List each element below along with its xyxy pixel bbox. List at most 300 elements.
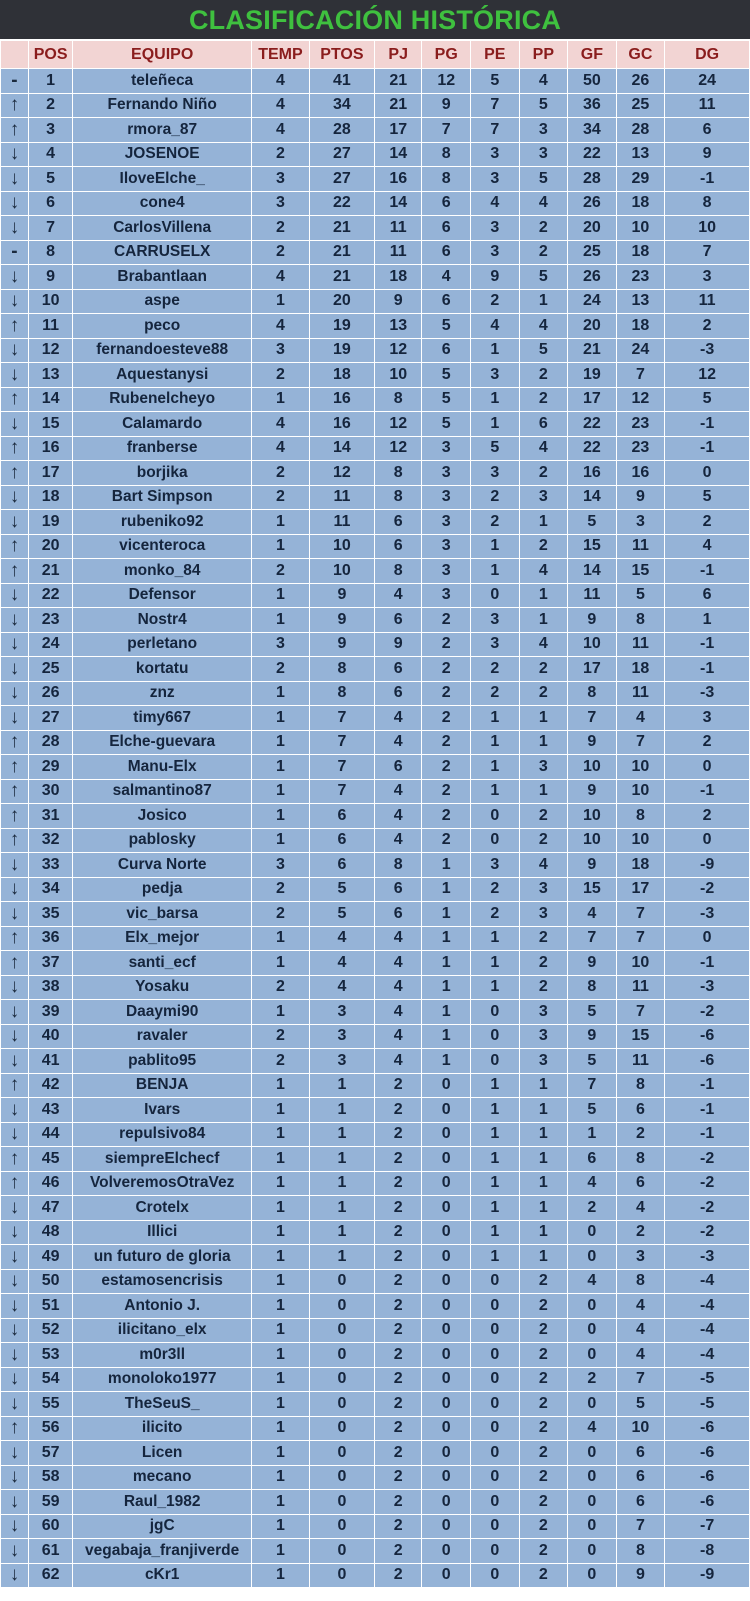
goal-diff-cell: 2 xyxy=(665,804,750,829)
seasons-cell: 3 xyxy=(252,632,310,657)
points-cell: 4 xyxy=(309,951,374,976)
points-cell: 0 xyxy=(309,1416,374,1441)
points-cell: 1 xyxy=(309,1171,374,1196)
points-cell: 10 xyxy=(309,559,374,584)
played-cell: 2 xyxy=(374,1245,422,1270)
goals-against-cell: 8 xyxy=(616,1539,665,1564)
pos-cell: 31 xyxy=(28,804,72,829)
goals-for-cell: 36 xyxy=(568,93,617,118)
pos-cell: 36 xyxy=(28,926,72,951)
drawn-cell: 0 xyxy=(471,1441,520,1466)
drawn-cell: 1 xyxy=(471,1196,520,1221)
table-row xyxy=(1,681,750,706)
arrow-down-icon: ↓ xyxy=(1,1000,29,1025)
team-name-cell: kortatu xyxy=(73,657,252,682)
table-row xyxy=(1,1441,750,1466)
points-cell: 21 xyxy=(309,265,374,290)
pos-cell: 10 xyxy=(28,289,72,314)
goals-for-cell: 9 xyxy=(568,779,617,804)
arrow-down-icon: ↓ xyxy=(1,289,29,314)
lost-cell: 4 xyxy=(519,559,568,584)
goals-against-cell: 5 xyxy=(616,583,665,608)
pos-cell: 35 xyxy=(28,902,72,927)
won-cell: 4 xyxy=(422,265,471,290)
goal-diff-cell: -1 xyxy=(665,559,750,584)
lost-cell: 1 xyxy=(519,779,568,804)
arrow-down-icon: ↓ xyxy=(1,1490,29,1515)
lost-cell: 2 xyxy=(519,1343,568,1368)
team-name-cell: rmora_87 xyxy=(73,118,252,143)
pos-cell: 41 xyxy=(28,1049,72,1074)
won-cell: 6 xyxy=(422,240,471,265)
won-cell: 2 xyxy=(422,828,471,853)
arrow-down-icon: ↓ xyxy=(1,167,29,192)
seasons-cell: 1 xyxy=(252,1000,310,1025)
seasons-cell: 1 xyxy=(252,289,310,314)
points-cell: 3 xyxy=(309,1000,374,1025)
goals-against-cell: 2 xyxy=(616,1220,665,1245)
drawn-cell: 0 xyxy=(471,828,520,853)
goals-for-cell: 7 xyxy=(568,706,617,731)
seasons-cell: 1 xyxy=(252,1171,310,1196)
arrow-down-icon: ↓ xyxy=(1,1049,29,1074)
goals-for-cell: 22 xyxy=(568,436,617,461)
goals-against-cell: 18 xyxy=(616,314,665,339)
table-row xyxy=(1,1147,750,1172)
goal-diff-cell: -2 xyxy=(665,1147,750,1172)
pos-cell: 50 xyxy=(28,1269,72,1294)
won-cell: 7 xyxy=(422,118,471,143)
played-cell: 6 xyxy=(374,657,422,682)
goal-diff-cell: -2 xyxy=(665,1171,750,1196)
drawn-cell: 1 xyxy=(471,706,520,731)
goals-against-cell: 18 xyxy=(616,191,665,216)
team-name-cell: Josico xyxy=(73,804,252,829)
table-row xyxy=(1,706,750,731)
lost-cell: 1 xyxy=(519,730,568,755)
goal-diff-cell: 0 xyxy=(665,461,750,486)
lost-cell: 2 xyxy=(519,240,568,265)
drawn-cell: 1 xyxy=(471,1098,520,1123)
won-cell: 3 xyxy=(422,559,471,584)
lost-cell: 3 xyxy=(519,485,568,510)
seasons-cell: 4 xyxy=(252,412,310,437)
goals-for-cell: 8 xyxy=(568,975,617,1000)
table-row xyxy=(1,1563,750,1588)
goals-for-cell: 0 xyxy=(568,1441,617,1466)
goal-diff-cell: 11 xyxy=(665,289,750,314)
drawn-cell: 1 xyxy=(471,559,520,584)
goals-against-cell: 7 xyxy=(616,1367,665,1392)
points-cell: 9 xyxy=(309,632,374,657)
won-cell: 2 xyxy=(422,706,471,731)
goals-for-cell: 0 xyxy=(568,1514,617,1539)
table-row xyxy=(1,1416,750,1441)
drawn-cell: 0 xyxy=(471,1514,520,1539)
arrow-down-icon: ↓ xyxy=(1,608,29,633)
points-cell: 8 xyxy=(309,657,374,682)
goals-against-cell: 11 xyxy=(616,975,665,1000)
seasons-cell: 1 xyxy=(252,755,310,780)
seasons-cell: 2 xyxy=(252,1024,310,1049)
drawn-cell: 2 xyxy=(471,877,520,902)
goals-against-cell: 10 xyxy=(616,951,665,976)
goals-for-cell: 5 xyxy=(568,1049,617,1074)
won-cell: 2 xyxy=(422,730,471,755)
goal-diff-cell: -5 xyxy=(665,1392,750,1417)
goals-against-cell: 11 xyxy=(616,681,665,706)
table-row xyxy=(1,387,750,412)
arrow-down-icon: ↓ xyxy=(1,216,29,241)
goals-against-cell: 4 xyxy=(616,1196,665,1221)
table-row xyxy=(1,1343,750,1368)
arrow-up-icon: ↑ xyxy=(1,926,29,951)
header-played: PJ xyxy=(374,41,422,69)
points-cell: 11 xyxy=(309,510,374,535)
points-cell: 3 xyxy=(309,1049,374,1074)
goal-diff-cell: -1 xyxy=(665,1122,750,1147)
seasons-cell: 3 xyxy=(252,167,310,192)
lost-cell: 1 xyxy=(519,1147,568,1172)
won-cell: 0 xyxy=(422,1122,471,1147)
lost-cell: 2 xyxy=(519,1318,568,1343)
drawn-cell: 1 xyxy=(471,1171,520,1196)
lost-cell: 3 xyxy=(519,1024,568,1049)
points-cell: 0 xyxy=(309,1490,374,1515)
goals-for-cell: 17 xyxy=(568,657,617,682)
points-cell: 7 xyxy=(309,730,374,755)
table-row xyxy=(1,608,750,633)
won-cell: 2 xyxy=(422,779,471,804)
table-row xyxy=(1,1049,750,1074)
team-name-cell: VolveremosOtraVez xyxy=(73,1171,252,1196)
goals-against-cell: 3 xyxy=(616,1245,665,1270)
goal-diff-cell: 0 xyxy=(665,755,750,780)
played-cell: 2 xyxy=(374,1294,422,1319)
played-cell: 6 xyxy=(374,755,422,780)
drawn-cell: 0 xyxy=(471,804,520,829)
goals-against-cell: 6 xyxy=(616,1490,665,1515)
goals-against-cell: 4 xyxy=(616,1318,665,1343)
arrow-up-icon: ↑ xyxy=(1,314,29,339)
seasons-cell: 2 xyxy=(252,216,310,241)
played-cell: 12 xyxy=(374,436,422,461)
seasons-cell: 1 xyxy=(252,1514,310,1539)
pos-cell: 28 xyxy=(28,730,72,755)
played-cell: 2 xyxy=(374,1098,422,1123)
seasons-cell: 2 xyxy=(252,363,310,388)
won-cell: 3 xyxy=(422,534,471,559)
goals-against-cell: 8 xyxy=(616,1073,665,1098)
team-name-cell: jgC xyxy=(73,1514,252,1539)
goals-for-cell: 2 xyxy=(568,1367,617,1392)
goals-for-cell: 0 xyxy=(568,1343,617,1368)
seasons-cell: 4 xyxy=(252,118,310,143)
seasons-cell: 1 xyxy=(252,1098,310,1123)
lost-cell: 4 xyxy=(519,191,568,216)
goals-against-cell: 11 xyxy=(616,1049,665,1074)
team-name-cell: Curva Norte xyxy=(73,853,252,878)
goals-for-cell: 0 xyxy=(568,1220,617,1245)
team-name-cell: monoloko1977 xyxy=(73,1367,252,1392)
points-cell: 0 xyxy=(309,1318,374,1343)
goals-for-cell: 26 xyxy=(568,191,617,216)
goal-diff-cell: 8 xyxy=(665,191,750,216)
table-row xyxy=(1,730,750,755)
drawn-cell: 1 xyxy=(471,1073,520,1098)
played-cell: 11 xyxy=(374,216,422,241)
seasons-cell: 1 xyxy=(252,1318,310,1343)
lost-cell: 1 xyxy=(519,1220,568,1245)
team-name-cell: Aquestanysi xyxy=(73,363,252,388)
points-cell: 6 xyxy=(309,828,374,853)
pos-cell: 16 xyxy=(28,436,72,461)
seasons-cell: 2 xyxy=(252,240,310,265)
header-points: PTOS xyxy=(309,41,374,69)
goals-for-cell: 0 xyxy=(568,1294,617,1319)
won-cell: 0 xyxy=(422,1245,471,1270)
goal-diff-cell: -3 xyxy=(665,681,750,706)
seasons-cell: 2 xyxy=(252,975,310,1000)
won-cell: 5 xyxy=(422,412,471,437)
no-change-icon: - xyxy=(1,69,29,94)
played-cell: 12 xyxy=(374,338,422,363)
arrow-up-icon: ↑ xyxy=(1,118,29,143)
played-cell: 2 xyxy=(374,1318,422,1343)
goal-diff-cell: 0 xyxy=(665,926,750,951)
arrow-down-icon: ↓ xyxy=(1,853,29,878)
arrow-down-icon: ↓ xyxy=(1,1514,29,1539)
seasons-cell: 2 xyxy=(252,559,310,584)
seasons-cell: 1 xyxy=(252,1367,310,1392)
team-name-cell: cKr1 xyxy=(73,1563,252,1588)
team-name-cell: ilicitano_elx xyxy=(73,1318,252,1343)
header-drawn: PE xyxy=(471,41,520,69)
lost-cell: 2 xyxy=(519,1294,568,1319)
won-cell: 1 xyxy=(422,1000,471,1025)
drawn-cell: 1 xyxy=(471,1122,520,1147)
goal-diff-cell: 24 xyxy=(665,69,750,94)
goal-diff-cell: -4 xyxy=(665,1318,750,1343)
goals-for-cell: 15 xyxy=(568,877,617,902)
played-cell: 4 xyxy=(374,828,422,853)
table-row xyxy=(1,93,750,118)
goals-for-cell: 22 xyxy=(568,412,617,437)
played-cell: 2 xyxy=(374,1441,422,1466)
points-cell: 0 xyxy=(309,1269,374,1294)
goals-against-cell: 28 xyxy=(616,118,665,143)
pos-cell: 17 xyxy=(28,461,72,486)
table-body xyxy=(1,69,750,1588)
table-row xyxy=(1,1269,750,1294)
pos-cell: 22 xyxy=(28,583,72,608)
goals-against-cell: 13 xyxy=(616,142,665,167)
goals-for-cell: 0 xyxy=(568,1318,617,1343)
won-cell: 2 xyxy=(422,804,471,829)
won-cell: 6 xyxy=(422,191,471,216)
played-cell: 9 xyxy=(374,632,422,657)
team-name-cell: vegabaja_franjiverde xyxy=(73,1539,252,1564)
table-row xyxy=(1,1539,750,1564)
won-cell: 5 xyxy=(422,363,471,388)
arrow-down-icon: ↓ xyxy=(1,1465,29,1490)
points-cell: 16 xyxy=(309,412,374,437)
drawn-cell: 1 xyxy=(471,1245,520,1270)
seasons-cell: 1 xyxy=(252,1122,310,1147)
played-cell: 2 xyxy=(374,1171,422,1196)
goal-diff-cell: -2 xyxy=(665,1220,750,1245)
points-cell: 18 xyxy=(309,363,374,388)
team-name-cell: ravaler xyxy=(73,1024,252,1049)
goals-for-cell: 28 xyxy=(568,167,617,192)
table-row xyxy=(1,1122,750,1147)
table-row xyxy=(1,1073,750,1098)
played-cell: 10 xyxy=(374,363,422,388)
table-header xyxy=(1,41,750,69)
seasons-cell: 1 xyxy=(252,510,310,535)
drawn-cell: 0 xyxy=(471,1294,520,1319)
table-row xyxy=(1,436,750,461)
seasons-cell: 1 xyxy=(252,779,310,804)
won-cell: 3 xyxy=(422,583,471,608)
seasons-cell: 4 xyxy=(252,436,310,461)
table-row xyxy=(1,1171,750,1196)
arrow-down-icon: ↓ xyxy=(1,363,29,388)
seasons-cell: 1 xyxy=(252,730,310,755)
goals-for-cell: 10 xyxy=(568,804,617,829)
drawn-cell: 7 xyxy=(471,118,520,143)
won-cell: 2 xyxy=(422,608,471,633)
won-cell: 0 xyxy=(422,1269,471,1294)
goals-for-cell: 10 xyxy=(568,755,617,780)
points-cell: 4 xyxy=(309,926,374,951)
drawn-cell: 0 xyxy=(471,1465,520,1490)
goals-against-cell: 23 xyxy=(616,436,665,461)
pos-cell: 34 xyxy=(28,877,72,902)
drawn-cell: 0 xyxy=(471,1024,520,1049)
goals-against-cell: 13 xyxy=(616,289,665,314)
goal-diff-cell: -1 xyxy=(665,436,750,461)
goals-against-cell: 18 xyxy=(616,240,665,265)
played-cell: 12 xyxy=(374,412,422,437)
arrow-down-icon: ↓ xyxy=(1,510,29,535)
arrow-down-icon: ↓ xyxy=(1,1024,29,1049)
points-cell: 0 xyxy=(309,1343,374,1368)
played-cell: 2 xyxy=(374,1490,422,1515)
played-cell: 17 xyxy=(374,118,422,143)
goal-diff-cell: -5 xyxy=(665,1367,750,1392)
team-name-cell: Nostr4 xyxy=(73,608,252,633)
goal-diff-cell: -1 xyxy=(665,779,750,804)
won-cell: 0 xyxy=(422,1171,471,1196)
drawn-cell: 3 xyxy=(471,363,520,388)
drawn-cell: 2 xyxy=(471,289,520,314)
goal-diff-cell: -6 xyxy=(665,1465,750,1490)
goals-against-cell: 6 xyxy=(616,1465,665,1490)
goals-against-cell: 6 xyxy=(616,1098,665,1123)
table-row xyxy=(1,510,750,535)
points-cell: 4 xyxy=(309,975,374,1000)
played-cell: 14 xyxy=(374,191,422,216)
lost-cell: 2 xyxy=(519,975,568,1000)
won-cell: 2 xyxy=(422,681,471,706)
pos-cell: 42 xyxy=(28,1073,72,1098)
seasons-cell: 1 xyxy=(252,1147,310,1172)
goal-diff-cell: 2 xyxy=(665,730,750,755)
played-cell: 2 xyxy=(374,1392,422,1417)
played-cell: 4 xyxy=(374,706,422,731)
goals-for-cell: 24 xyxy=(568,289,617,314)
team-name-cell: santi_ecf xyxy=(73,951,252,976)
won-cell: 3 xyxy=(422,436,471,461)
header-seasons: TEMP xyxy=(252,41,310,69)
arrow-down-icon: ↓ xyxy=(1,632,29,657)
points-cell: 0 xyxy=(309,1563,374,1588)
goals-for-cell: 22 xyxy=(568,142,617,167)
won-cell: 0 xyxy=(422,1318,471,1343)
won-cell: 0 xyxy=(422,1539,471,1564)
pos-cell: 51 xyxy=(28,1294,72,1319)
seasons-cell: 1 xyxy=(252,1220,310,1245)
goals-for-cell: 9 xyxy=(568,1024,617,1049)
arrow-up-icon: ↑ xyxy=(1,436,29,461)
arrow-down-icon: ↓ xyxy=(1,338,29,363)
goals-for-cell: 21 xyxy=(568,338,617,363)
goal-diff-cell: -2 xyxy=(665,877,750,902)
drawn-cell: 4 xyxy=(471,191,520,216)
goals-against-cell: 7 xyxy=(616,926,665,951)
pos-cell: 48 xyxy=(28,1220,72,1245)
team-name-cell: JOSENOE xyxy=(73,142,252,167)
goal-diff-cell: 2 xyxy=(665,510,750,535)
team-name-cell: Raul_1982 xyxy=(73,1490,252,1515)
arrow-down-icon: ↓ xyxy=(1,1245,29,1270)
goals-for-cell: 4 xyxy=(568,1269,617,1294)
drawn-cell: 0 xyxy=(471,1490,520,1515)
pos-cell: 15 xyxy=(28,412,72,437)
team-name-cell: Elche-guevara xyxy=(73,730,252,755)
goal-diff-cell: -9 xyxy=(665,1563,750,1588)
arrow-down-icon: ↓ xyxy=(1,1441,29,1466)
won-cell: 8 xyxy=(422,167,471,192)
table-row xyxy=(1,1245,750,1270)
played-cell: 21 xyxy=(374,69,422,94)
table-row xyxy=(1,1294,750,1319)
goals-against-cell: 15 xyxy=(616,559,665,584)
lost-cell: 4 xyxy=(519,436,568,461)
table-row xyxy=(1,289,750,314)
won-cell: 6 xyxy=(422,289,471,314)
drawn-cell: 1 xyxy=(471,779,520,804)
seasons-cell: 1 xyxy=(252,608,310,633)
won-cell: 2 xyxy=(422,632,471,657)
seasons-cell: 4 xyxy=(252,265,310,290)
goal-diff-cell: -1 xyxy=(665,412,750,437)
goals-for-cell: 9 xyxy=(568,730,617,755)
drawn-cell: 1 xyxy=(471,1220,520,1245)
drawn-cell: 3 xyxy=(471,216,520,241)
goals-for-cell: 0 xyxy=(568,1392,617,1417)
points-cell: 7 xyxy=(309,706,374,731)
seasons-cell: 3 xyxy=(252,338,310,363)
arrow-down-icon: ↓ xyxy=(1,1220,29,1245)
drawn-cell: 2 xyxy=(471,485,520,510)
goals-against-cell: 15 xyxy=(616,1024,665,1049)
goal-diff-cell: 5 xyxy=(665,387,750,412)
drawn-cell: 2 xyxy=(471,657,520,682)
table-row xyxy=(1,1220,750,1245)
played-cell: 6 xyxy=(374,902,422,927)
